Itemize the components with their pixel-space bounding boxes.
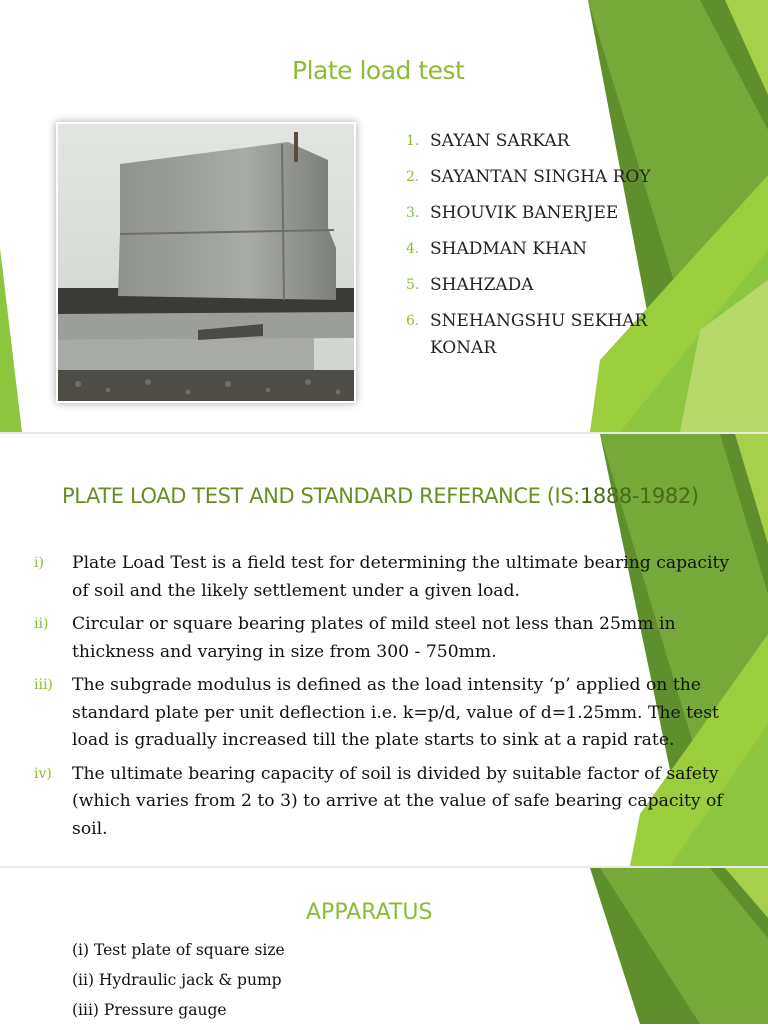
list-item: 3. SHOUVIK BANERJEE [406, 203, 619, 223]
slide-title-text: Plate load test [292, 56, 465, 85]
list-item: (i) Test plate of square size [72, 941, 285, 959]
list-item: 6. SNEHANGSHU SEKHAR KONAR [406, 311, 648, 358]
slide-title-text: PLATE LOAD TEST AND STANDARD REFERANCE (IS:1888-1982) [62, 484, 699, 508]
list-item: (ii) Hydraulic jack & pump [72, 971, 282, 989]
list-item: iii) The subgrade modulus is defined as the load intensity ‘p’ applied on the standard plate per unit deflection i.e. k=p/d, value of d=1.25mm. The test load is gradually increased till the plate starts to sink at a rapid rate. [34, 675, 719, 750]
list-item: i) Plate Load Test is a field test for determining the ultimate bearing capacity of soil and the likely settlement under a given load. [34, 553, 730, 601]
team-member-list [406, 128, 670, 371]
list-item: 5. SHAHZADA [406, 275, 534, 295]
list-item: (iii) Pressure gauge [72, 1001, 227, 1019]
list-item: 4. SHADMAN KHAN [406, 239, 588, 259]
list-item: 1. SAYAN SARKAR [406, 131, 570, 151]
apparatus-list [72, 940, 285, 1030]
slide-title-text: APPARATUS [306, 900, 433, 925]
slide-title [0, 0, 768, 432]
list-item: 2. SAYANTAN SINGHA ROY [406, 167, 651, 187]
list-item: ii) Circular or square bearing plates of mild steel not less than 25mm in thickness and varying in size from 300 - 750mm. [34, 614, 676, 662]
concrete-load-blocks-photo [56, 122, 356, 403]
description-list [34, 550, 734, 849]
list-item: iv) The ultimate bearing capacity of soil is divided by suitable factor of safety (which varies from 2 to 3) to arrive at the value of safe bearing capacity of soil. [34, 763, 723, 839]
